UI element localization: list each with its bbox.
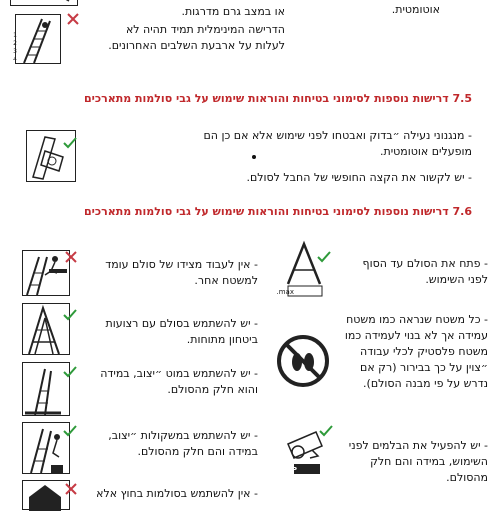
side-step-icon xyxy=(21,251,69,297)
no-standing-icon-box xyxy=(276,334,330,388)
left-item-2: - יש להשתמש בסולם עם רצועות ביטחון מתוחות. xyxy=(105,317,258,346)
left-item-4: - יש להשתמש במשקולות ״יצוב, במידה והם חלק מהסולם. xyxy=(108,429,258,458)
cross-icon xyxy=(66,12,80,26)
left-item-1: - אין לעבוד מצידו של סולם עומד למשטח אחר. xyxy=(105,258,258,287)
ladder-cut-icon xyxy=(9,0,77,7)
svg-text:2: 2 xyxy=(13,40,17,47)
top-left-line: או במצב גרם מדרגות. xyxy=(181,5,285,18)
top-right-fragment: אוטומטית. xyxy=(391,3,440,16)
side-step-icon-box xyxy=(22,250,70,296)
check-icon xyxy=(62,365,78,379)
open-fully-icon-box xyxy=(276,240,332,296)
stop-label: STOP xyxy=(276,466,297,474)
ladder-top-steps-icon xyxy=(14,15,60,65)
top-left-para: הדרישה המינימלית תמיד תהיה לא לעלות על ארבעת השלבים האחרונים. xyxy=(108,23,285,52)
top-cut-icon-box xyxy=(10,0,78,6)
a-frame-max-icon xyxy=(276,240,332,296)
cross-icon xyxy=(64,250,78,264)
svg-text:1: 1 xyxy=(13,32,17,39)
no-standing-icon xyxy=(276,334,330,388)
left-item-5: - אין להשתמש בסולמות בחוץ אלא xyxy=(96,487,258,500)
check-icon xyxy=(62,308,78,322)
left-item-3: - יש להשתמש במוט ״יצוב, במידה והוא חלק מהסולם. xyxy=(100,367,258,396)
section-7-6-heading: 7.6 דרישות נוספות לסימוני בטיחות והוראות שימוש על גבי סולמות מתארכים xyxy=(83,205,472,218)
separator-dot xyxy=(252,155,256,159)
cross-icon xyxy=(64,482,78,496)
svg-text:3: 3 xyxy=(13,48,17,55)
max-label: max. xyxy=(276,288,294,296)
outdoor-use-icon-box xyxy=(22,480,70,510)
ladder-top-steps-icon-box xyxy=(15,14,61,64)
section-7-5-heading: 7.5 דרישות נוספות לסימוני בטיחות והוראות שימוש על גבי סולמות מתארכים xyxy=(83,92,472,105)
check-icon xyxy=(318,424,334,438)
check-icon xyxy=(62,136,78,150)
svg-text:4: 4 xyxy=(13,56,17,63)
right-item-3: - יש להפעיל את הבלמים לפני השימוש, במידה והם חלק מהסולם. xyxy=(348,439,488,484)
section-7-5-bullet-2: - יש לקשור את הקצה החופשי של החבל לסולם. xyxy=(246,171,472,184)
check-icon xyxy=(62,424,78,438)
right-item-1: - פתח את הסולם עד הסוף לפני השימוש. xyxy=(362,257,488,286)
section-7-5-bullet-1: - מנגנוני נעילה ״בדוק ואבטחו לפני שימוש אלא אם כן הם מופעלים אוטומטית. xyxy=(203,129,472,158)
house-icon xyxy=(21,481,69,511)
right-item-2: - כל משטח שנראה כמו משטח עמידה אך לא בנוי לעמידה כמו משטח פלסטיק לכלי עבודה ״צוין על כך בבירור (רק אם נדרש על פי מבנה הסולם). xyxy=(344,313,488,390)
check-icon xyxy=(316,250,332,264)
